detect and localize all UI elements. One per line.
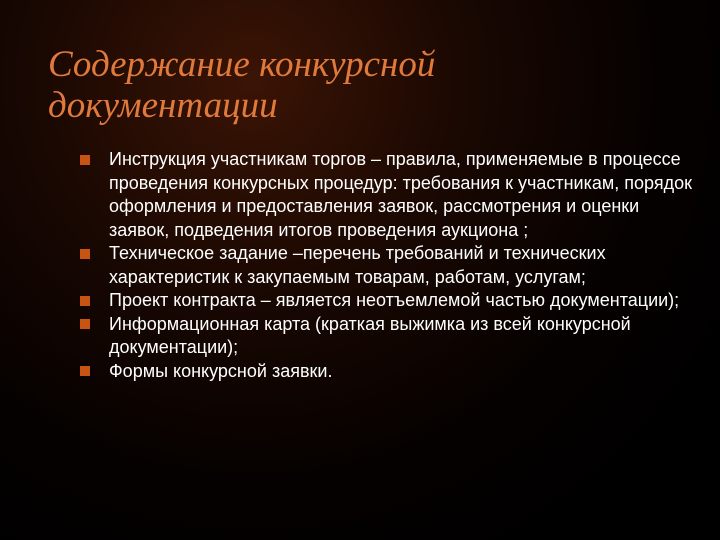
bullet-text: Инструкция участникам торгов – правила, применяемые в процессе проведения конкурсных процедур: требования к участникам, порядок оформления и предоставления заявок, рассмотрения и оценки заявок, подведения итогов проведения аукциона ; <box>109 149 692 240</box>
bullet-text: Проект контракта – является неотъемлемой частью документации); <box>109 290 680 310</box>
square-bullet-icon <box>80 155 90 165</box>
bullet-item <box>80 148 700 242</box>
square-bullet-icon <box>80 319 90 329</box>
square-bullet-icon <box>80 366 90 376</box>
bullet-text: Информационная карта (краткая выжимка из всей конкурсной документации); <box>109 313 631 357</box>
bullet-item <box>80 289 700 313</box>
slide-title: Содержание конкурсной документации <box>48 44 436 126</box>
bullet-text: Техническое задание –перечень требований и технических характеристик к закупаемым товарам, работам, услугам; <box>109 243 606 287</box>
bullet-item <box>80 360 700 384</box>
bullet-text: Формы конкурсной заявки. <box>109 360 333 381</box>
square-bullet-icon <box>80 296 90 306</box>
square-bullet-icon <box>80 249 90 259</box>
bullet-item <box>80 242 700 289</box>
bullet-list <box>80 148 700 383</box>
bullet-item <box>80 313 700 360</box>
